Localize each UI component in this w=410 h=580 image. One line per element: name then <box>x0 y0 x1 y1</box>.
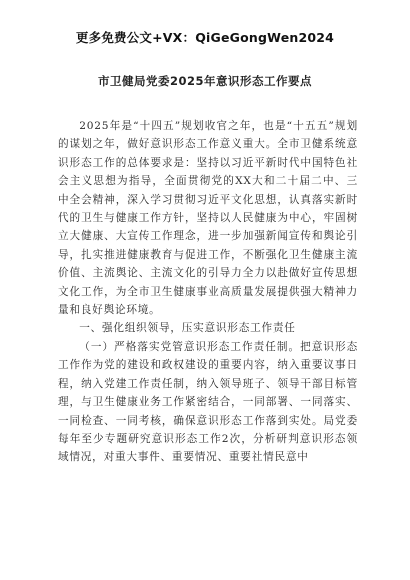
intro-paragraph: 2025年是“十四五”规划收官之年，也是“十五五”规划的谋划之年，做好意识形态工作意义重大。全市卫健系统意识形态工作的总体要求是：坚持以习近平新时代中国特色社会主义思想为指导，全面贯彻党的XX大和二十届二中、三中全会精神，深入学习贯彻习近平文化思想，认真落实新时代的卫生与健康工作方针，坚持以人民健康为中心，牢固树立大健康、大宣传工作理念，进一步加强新闻宣传和舆论引导，扎实推进健康教育与促进工作，不断强化卫生健康主流价值、主流舆论、主流文化的引导力全力以赴做好宣传思想文化工作，为全市卫生健康事业高质量发展提供强大精神力量和良好舆论环境。 <box>58 120 358 317</box>
document-body <box>58 117 358 467</box>
subsection-paragraph: （一）严格落实党管意识形态工作责任制。把意识形态工作作为党的建设和政权建设的重要内容，纳入重要议事日程，纳入党建工作责任制，纳入领导班子、领导干部目标管理，与卫生健康业务工作紧密结合，一同部署、一同落实、一同检查、一同考核，确保意识形态工作落到实处。局党委每年至少专题研究意识形态工作2次，分析研判意识形态领域情况，对重大事件、重要情况、重要社情民意中 <box>58 340 358 464</box>
section-heading: 一、强化组织领导，压实意识形态工作责任 <box>79 322 296 335</box>
document-title: 市卫健局党委2025年意识形态工作要点 <box>97 74 312 88</box>
watermark-header: 更多免费公文+VX：QiGeGongWen2024 <box>75 30 335 45</box>
